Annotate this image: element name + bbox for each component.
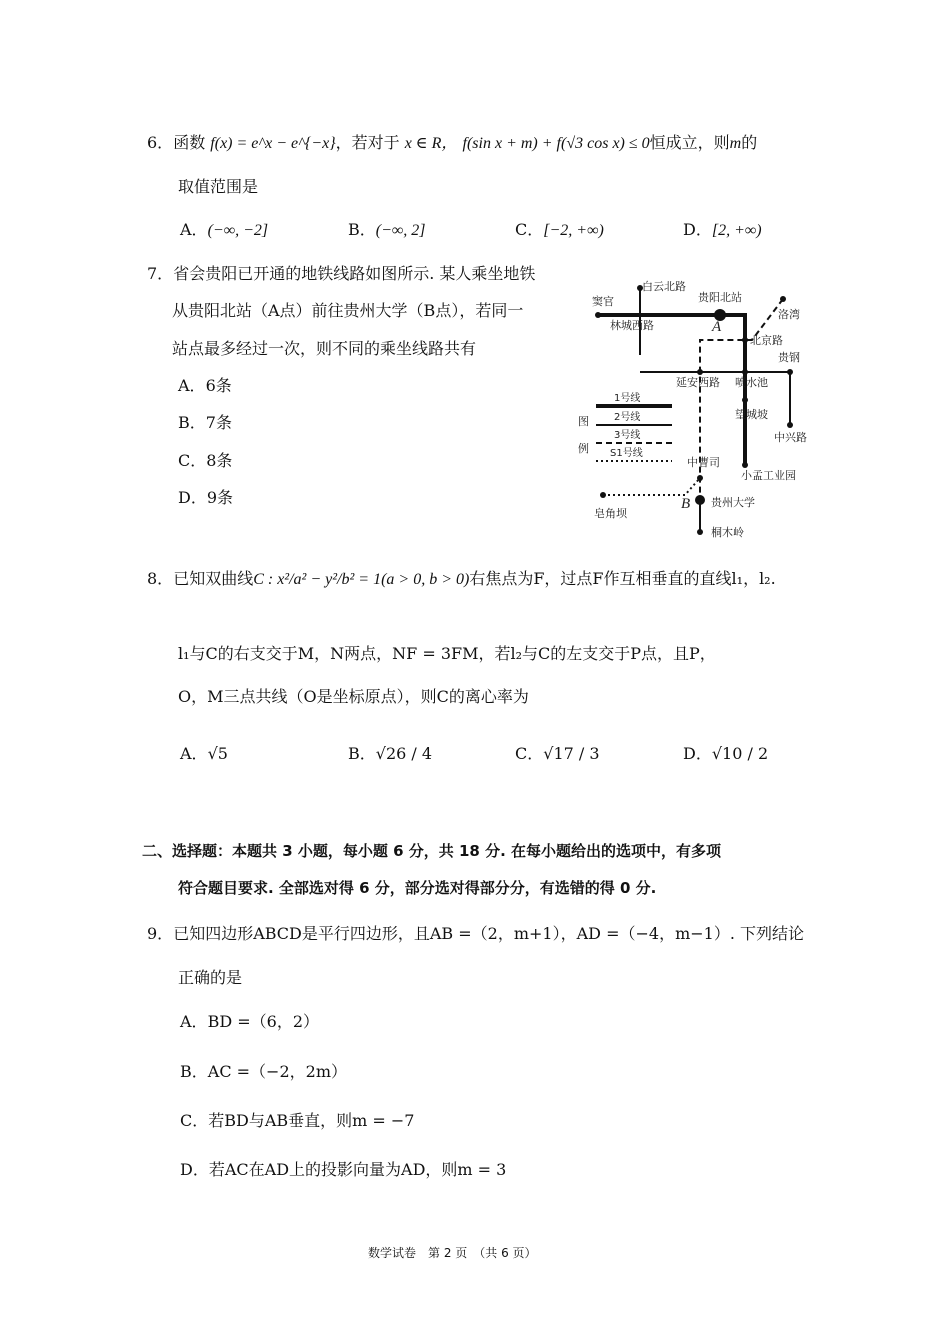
section-2-heading-line-1: 二、选择题：本题共 3 小题，每小题 6 分，共 18 分. 在每小题给出的选项中，有多项 — [142, 842, 722, 860]
section-2-heading-line-2: 符合题目要求. 全部选对得 6 分，部分选对得部分分，有选错的得 0 分. — [178, 879, 657, 897]
question-9-line-2: 正确的是 — [178, 968, 243, 987]
q9-option-d: D．若AC在AD上的投影向量为AD，则m = 3 — [180, 1160, 507, 1179]
station-luowan: 洛湾 — [778, 308, 800, 321]
station-zhongxing-lu: 中兴路 — [774, 431, 807, 444]
station-zhongcaosi: 中曹司 — [687, 456, 720, 469]
metro-map — [570, 270, 820, 555]
legend-line-s1-label: S1号线 — [610, 448, 643, 459]
q7-option-a: A．6条 — [178, 376, 232, 395]
q6-option-a: A．(−∞, −2] — [180, 220, 269, 239]
legend-title-1: 图 — [578, 415, 589, 428]
q8-curve: C : x²/a² − y²/b² = 1(a > 0, b > 0) — [253, 571, 470, 588]
station-zaojiaoba: 皂角坝 — [594, 507, 627, 520]
question-7-line-3: 站点最多经过一次，则不同的乘坐线路共有 — [172, 339, 477, 358]
page-footer: 数学试卷 第 2 页 （共 6 页） — [368, 1246, 537, 1260]
question-9-line-1: 9．已知四边形ABCD是平行四边形，且AB =（2，m+1），AD =（−4，m−1）. 下列结论 — [147, 924, 805, 943]
question-8-line-1: 8．已知双曲线C : x²/a² − y²/b² = 1(a > 0, b > 0)右焦点为F，过点F作互相垂直的直线l₁，l₂. — [147, 569, 776, 588]
question-6-line-1: 6．函数 f(x) = e^x − e^{−x}，若对于 x ∈ R， f(sin x + m) + f(√3 cos x) ≤ 0恒成立，则m的 — [147, 133, 758, 152]
question-7-line-1: 7．省会贵阳已开通的地铁线路如图所示. 某人乘坐地铁 — [147, 264, 536, 283]
station-guigang: 贵钢 — [778, 351, 800, 364]
q8-option-d: D．√10 / 2 — [683, 744, 769, 763]
legend-line-3-label: 3号线 — [614, 430, 641, 441]
legend-line-1-label: 1号线 — [614, 393, 641, 404]
q6-option-c: C．[−2, +∞) — [515, 220, 604, 239]
q9-option-c: C．若BD与AB垂直，则m = −7 — [180, 1111, 415, 1130]
legend-title-2: 例 — [578, 442, 589, 455]
q8-option-c: C．√17 / 3 — [515, 744, 600, 763]
question-8-line-2: l₁与C的右支交于M，N两点，NF = 3FM，若l₂与C的左支交于P点，且P， — [178, 644, 716, 663]
q8-option-b: B．√26 / 4 — [348, 744, 433, 763]
q7-option-d: D．9条 — [178, 488, 234, 507]
station-beijing-lu: 北京路 — [750, 334, 783, 347]
q7-option-b: B．7条 — [178, 413, 232, 432]
q6-option-d: D．[2, +∞) — [683, 220, 762, 239]
question-7-line-2: 从贵阳北站（A点）前往贵州大学（B点），若同一 — [172, 301, 524, 320]
station-penshuichi: 喷水池 — [735, 376, 768, 389]
station-xiaomeng: 小孟工业园 — [741, 469, 796, 482]
label-point-a: A — [712, 319, 722, 335]
q8-option-a: A．√5 — [180, 744, 228, 763]
q6-function: f(x) = e^x − e^{−x} — [210, 135, 336, 152]
station-lincheng-xilu: 林城西路 — [610, 319, 654, 332]
legend-line-2-label: 2号线 — [614, 412, 641, 423]
q6-condition: x ∈ R， — [404, 135, 458, 152]
point-b-marker — [695, 495, 705, 505]
question-6-line-2: 取值范围是 — [178, 177, 259, 196]
q7-option-c: C．8条 — [178, 451, 233, 470]
station-guiyang-north: 贵阳北站 — [698, 291, 742, 304]
q9-option-b: B．AC =（−2，2m） — [180, 1062, 347, 1081]
q6-inequality: f(sin x + m) + f(√3 cos x) ≤ 0 — [462, 135, 650, 152]
station-wangchengpo: 望城坡 — [735, 408, 768, 421]
station-yanan-xilu: 延安西路 — [676, 376, 720, 389]
metro-line-s1 — [603, 478, 700, 495]
q6-option-b: B．(−∞, 2] — [348, 220, 426, 239]
station-douguan: 窦官 — [592, 295, 614, 308]
station-baiyun-beilu: 白云北路 — [642, 280, 686, 293]
station-tongmuling: 桐木岭 — [711, 526, 744, 539]
question-8-line-3: O，M三点共线（O是坐标原点），则C的离心率为 — [178, 687, 529, 706]
label-point-b: B — [681, 496, 691, 512]
q9-option-a: A．BD =（6，2） — [180, 1012, 320, 1031]
station-guizhou-university: 贵州大学 — [711, 496, 755, 509]
